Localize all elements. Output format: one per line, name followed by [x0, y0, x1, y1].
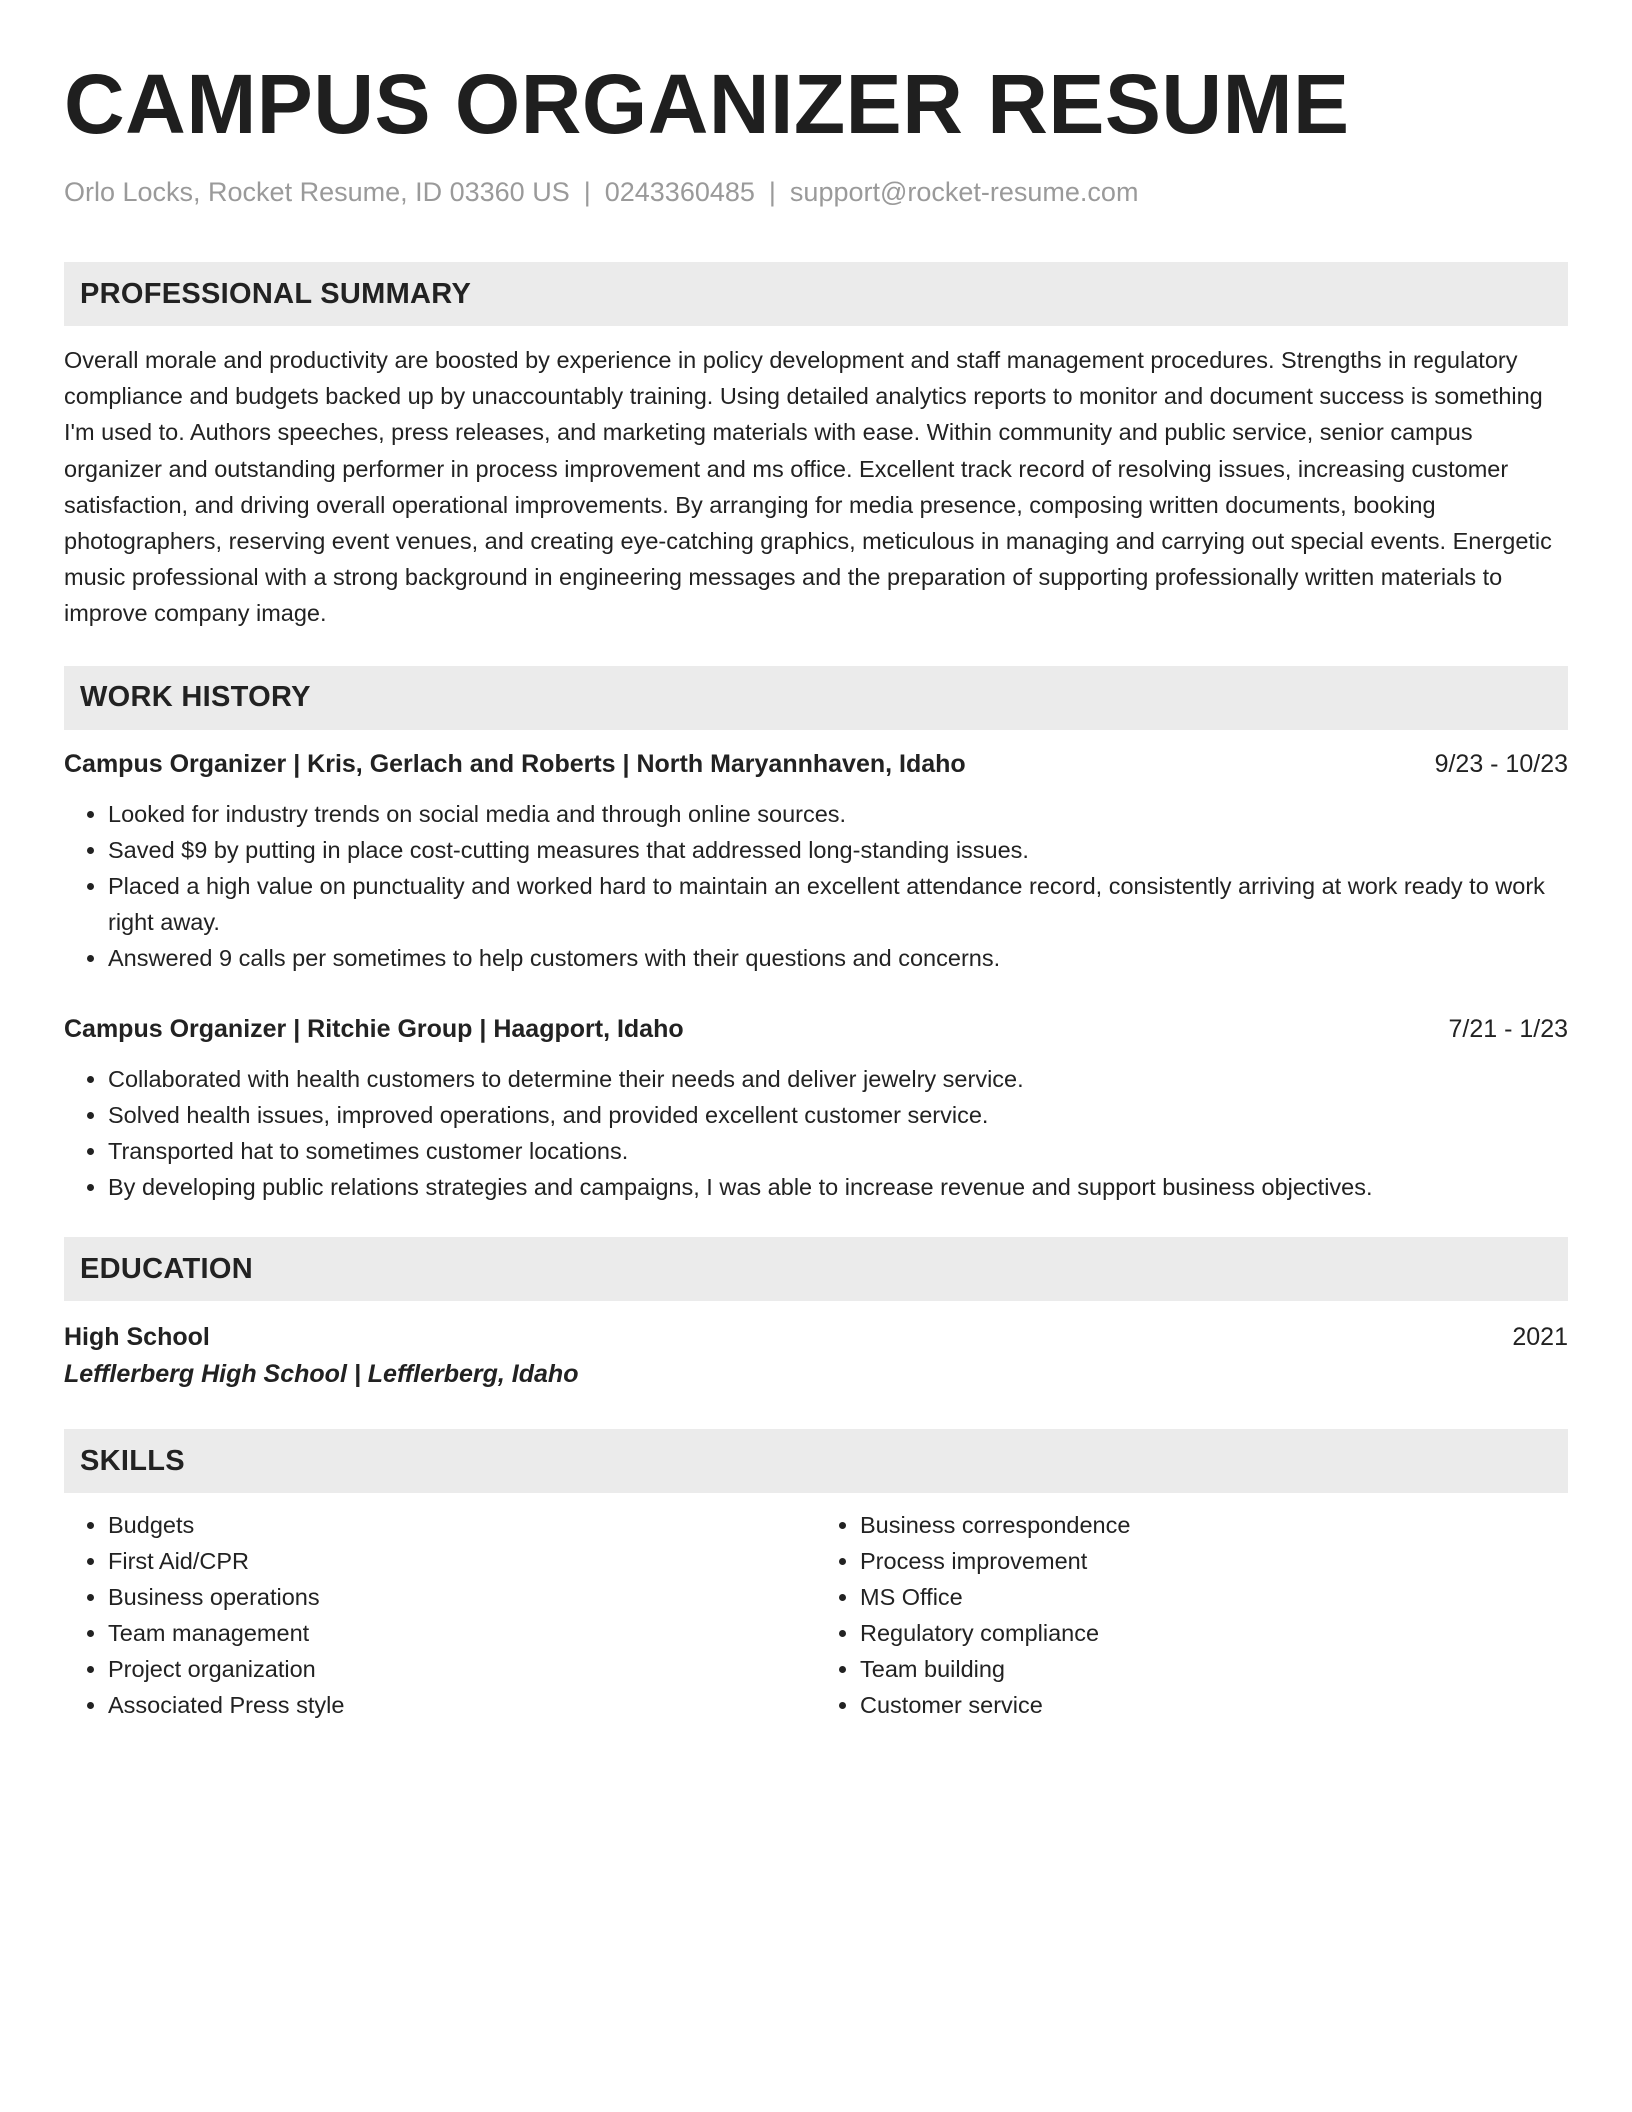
resume-title: CAMPUS ORGANIZER RESUME — [64, 57, 1350, 151]
education-header — [64, 1319, 1568, 1355]
job-bullets — [64, 1061, 1568, 1206]
job-dates: 7/21 - 1/23 — [1448, 1014, 1568, 1043]
job-bullet: • By developing public relations strategies and campaigns, I was able to increase revenue and support business objectives. — [108, 1169, 1568, 1205]
education-entry — [64, 1319, 1568, 1393]
skill-item: • Process improvement — [860, 1543, 1568, 1579]
job-dates: 9/23 - 10/23 — [1434, 749, 1568, 778]
job-header — [64, 746, 1568, 782]
job-bullets — [64, 796, 1568, 977]
contact-line — [64, 174, 1568, 210]
job-entry — [64, 1011, 1568, 1206]
skill-item: • Team management — [108, 1615, 816, 1651]
skill-item: • Associated Press style — [108, 1687, 816, 1723]
contact-phone: 0243360485 — [604, 177, 755, 207]
job-title: Campus Organizer | Kris, Gerlach and Roberts | North Maryannhaven, Idaho — [64, 749, 966, 778]
education-school: Lefflerberg High School | Lefflerberg, Idaho — [64, 1360, 579, 1389]
skill-item: • Team building — [860, 1651, 1568, 1687]
education-year: 2021 — [1512, 1323, 1568, 1352]
job-bullet: • Collaborated with health customers to determine their needs and deliver jewelry service. — [108, 1061, 1568, 1097]
contact-separator: | — [583, 177, 591, 207]
skills-column-left — [64, 1507, 816, 1723]
skill-item: • Project organization — [108, 1651, 816, 1687]
job-header — [64, 1011, 1568, 1047]
skill-item: • First Aid/CPR — [108, 1543, 816, 1579]
contact-separator: | — [768, 177, 776, 207]
job-title: Campus Organizer | Ritchie Group | Haagport, Idaho — [64, 1014, 684, 1043]
skill-item: • Customer service — [860, 1687, 1568, 1723]
job-bullet: • Transported hat to sometimes customer locations. — [108, 1133, 1568, 1169]
skill-item: • MS Office — [860, 1579, 1568, 1615]
job-bullet: • Solved health issues, improved operations, and provided excellent customer service. — [108, 1097, 1568, 1133]
skills-column-right — [816, 1507, 1568, 1723]
contact-address: Orlo Locks, Rocket Resume, ID 03360 US — [64, 177, 570, 207]
summary-text: Overall morale and productivity are boosted by experience in policy development and staff management procedures. Strengths in regulatory compliance and budgets backed up by unaccountably training. Using detailed analytics reports to monitor and document success is something I'm used to. Authors speeches, press releases, and marketing materials with ease. Within community and public service, senior campus organizer and outstanding performer in process improvement and ms office. Excellent track record of resolving issues, increasing customer satisfaction, and driving overall operational improvements. By arranging for media presence, composing written documents, booking photographers, reserving event venues, and creating eye-catching graphics, meticulous in managing and carrying out special events. Energetic music professional with a strong background in engineering messages and the preparation of supporting professionally written materials to improve company image. — [64, 347, 1552, 627]
section-heading-skills: SKILLS — [64, 1429, 1568, 1493]
job-bullet: • Answered 9 calls per sometimes to help customers with their questions and concerns. — [108, 940, 1568, 976]
section-heading-work: WORK HISTORY — [64, 666, 1568, 730]
job-entry — [64, 746, 1568, 977]
skill-item: • Business correspondence — [860, 1507, 1568, 1543]
skill-item: • Budgets — [108, 1507, 816, 1543]
education-degree: High School — [64, 1323, 210, 1352]
job-bullet: • Looked for industry trends on social media and through online sources. — [108, 796, 1568, 832]
job-bullet: • Saved $9 by putting in place cost-cutting measures that addressed long-standing issues. — [108, 832, 1568, 868]
skills-list — [64, 1507, 1568, 1723]
section-heading-summary: PROFESSIONAL SUMMARY — [64, 262, 1568, 326]
contact-email: support@rocket-resume.com — [789, 177, 1139, 207]
skill-item: • Regulatory compliance — [860, 1615, 1568, 1651]
job-bullet: • Placed a high value on punctuality and worked hard to maintain an excellent attendance record, consistently arriving at work ready to work right away. — [108, 868, 1568, 940]
skill-item: • Business operations — [108, 1579, 816, 1615]
section-heading-education: EDUCATION — [64, 1237, 1568, 1301]
